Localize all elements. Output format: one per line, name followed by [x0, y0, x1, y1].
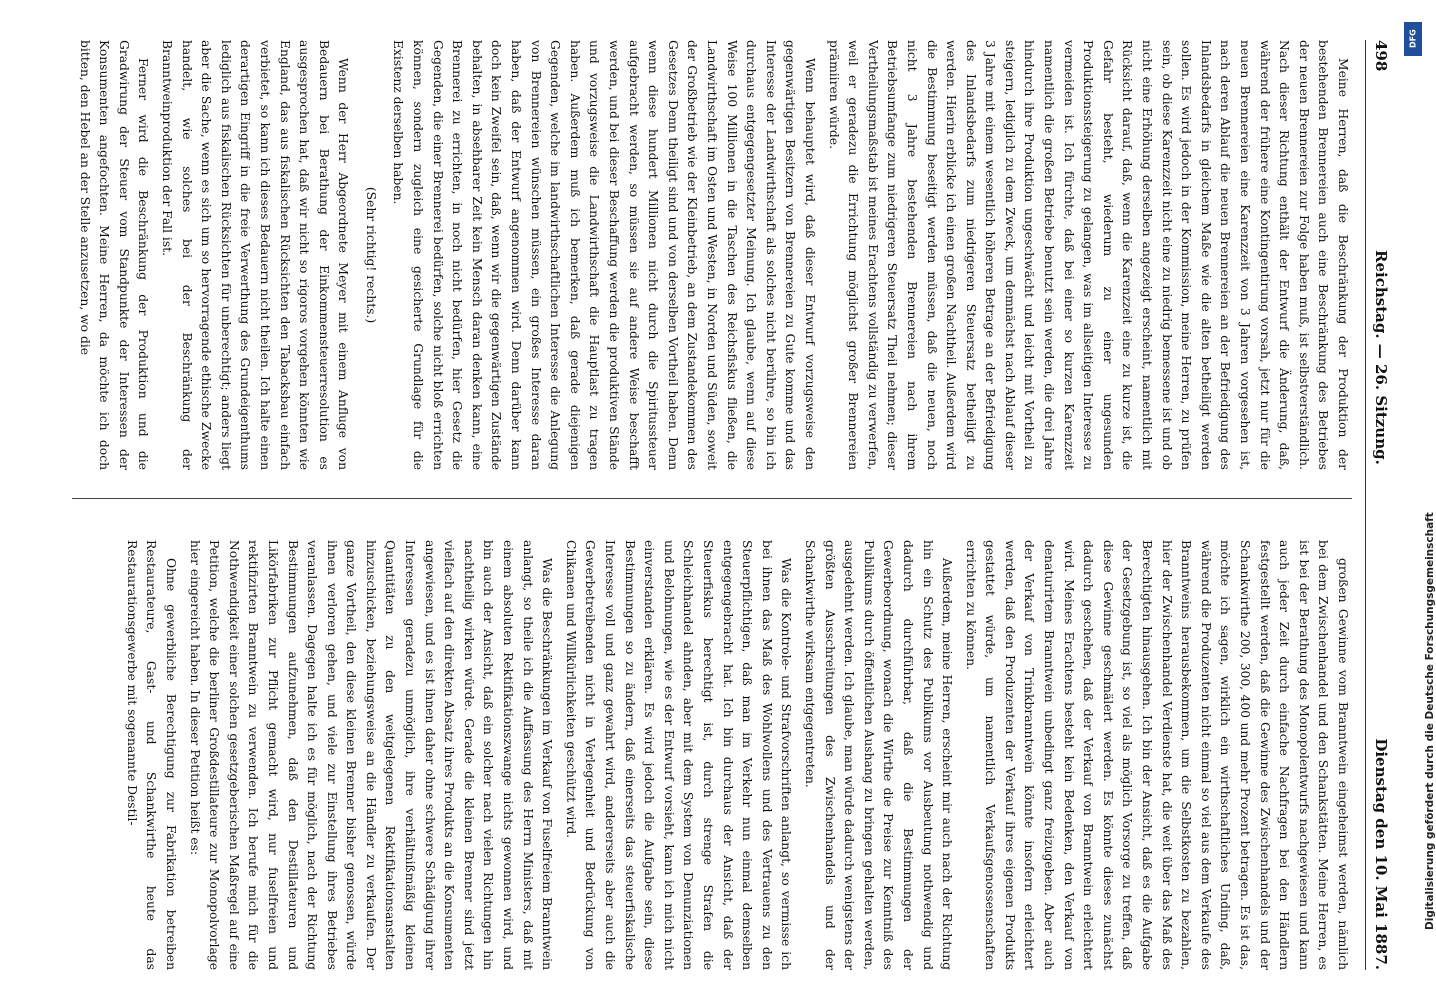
- dfg-logo: DFG: [1404, 22, 1422, 56]
- paragraph: Was die Kontrole- und Strafvorschriften anlangt, so vermisse ich bei ihnen das Maß des Wohlwollens und des Vertrauens zu den Steuerpflichtigen, daß man im Verkehr nun einmal demselben entgegengebracht hat. Ich bin durchaus der Ansicht, daß der Steuerfiskus berechtigt ist, durch strenge Strafen die Schleichhandel ahnden, aber mit dem System von Denunziationen und Belohnungen, wie es der Entwurf vorsieht, kann ich mich nicht einverstanden erklären. Es wird jedoch die Aufgabe sein, diese Bestimmungen so zu ändern, daß einerseits das steuerfiskalische Interesse voll und ganz gewahrt wird, andererseits aber auch die Gewerbetreibenden nicht in Verlegenheit und Bedrückung von Chikanen und Willkürlichkeiten geschützt wird.: [563, 540, 794, 970]
- page-number: 498: [1372, 40, 1390, 72]
- interjection: (Sehr richtig! rechts.): [363, 186, 378, 324]
- paragraph: Ferner wird die Beschränkung der Produktion und die Gradwirung der Steuer vom Standpunkte der Interessen der Konsumenten angefochten. Meine Herren, da möchte ich doch bitten, den Hebel an der Stelle anzusetzen, wo die: [77, 40, 151, 470]
- session-title: Reichstag. — 26. Sitzung.: [1372, 250, 1390, 465]
- paragraph: Wenn behauptet wird, daß dieser Entwurf vorzugsweise den gegenwärtigen Besitzern von Brennereien zu Gute komme und das Interesse der Landwirthschaft als solches nicht berühre, so bin ich durchaus entgegengesetzter Meinung. Ich glaube, wenn auf diese Weise 100 Millionen in die Taschen des Reichsfiskus fließen, die Landwirthschaft im Osten und Westen, in Norden und Süden, soweit der Großbetrieb wie der Kleinbetrieb, an dem Zustandekommen des Gesetzes Denn theiligt sind und von derselben Vortheil haben. Denn wenn diese hundert Millionen nicht durch die Spiritussteuer aufgebracht werden, so müssen sie auf andere Weise beschafft werden, und bei dieser Beschaffung werden die produktiven Stände und vorzugsweise die Landwirthschaft die Hauptlast zu tragen haben. Außerdem muß ich bemerken, daß gerade diejenigen Gegenden, welche im landwirthschaftlichen Interesse die Anlegung von Brennereien wünschen müssen, ein großes Interesse daran haben, daß der Entwurf angenommen wird. Denn darüber kann doch kein Zweifel sein, daß, wenn wir die gegenwärtigen Zustände behalten, in absehbarer Zeit kein Mensch daran denken kann, eine Brennerei zu errichten, in noch nicht bedürfen, hier Gesetz die Gegenden, die einer Brennerei bedürfen, solche nicht bloß errichten können, sondern zugleich eine gesicherte Grundlage für die Existenz derselben haben.: [391, 40, 817, 470]
- left-column: [72, 40, 1352, 470]
- column-divider: [72, 498, 1352, 499]
- paragraph: Außerdem, meine Herren, erscheint mir auch nach der Richtung hin ein Schutz des Publikums vor Ausbeutung nothwendig und dadurch durchführbar, daß die Bestimmungen der Gewerbeordnung, wonach die Wirthe die Preise zur Kenntniß des Publikums durch öffentlichen Aushang zu bringen gehalten werden, ausgedehnt werden. Ich glaube, man würde dadurch wenigstens der größten Ausschreitungen des Zwischenhandels und der Schankwirthe wirksam entgegentreten.: [802, 540, 955, 970]
- rotated-text-region: [56, 40, 1396, 970]
- paragraph: Was die Beschränkungen im Verkauf von Fuselfreiem Branntwein anlangt, so theile ich die Auffassung des Herrn Ministers, daß mit einem absoluten Rektifikationszwange nichts gewonnen wird, und bin auch der Ansicht, daß ein solcher nach vielen Richtungen hin nachtheilig wirken würde. Gerade die kleinen Brenner sind jetzt vielfach auf den direkten Absatz ihres Produkts an die Konsumenten angewiesen, und es ist ihnen daher ohne schwere Schädigung ihrer Interessen geradezu unmöglich, ihre verhältnißmäßig kleinen Quantitäten zu den weitgelegenen Rektifikationsanstalten hinzuschicken, beziehungsweise an die Händler zu verkaufen. Der ganze Vortheil, den diese kleinen Brenner bisher genossen, würde ihnen verloren gehen, und viele zur Einstellung ihres Betriebes veranlassen. Dagegen halte ich es für möglich, nach der Richtung Bestimmungen aufzunehmen, daß den Destillateuren und Likörfabriken zur Pflicht gemacht wird, nur fuselfreien und rektifizirten Branntwein zu verwenden. Ich berufe mich für die Nothwendigkeit einer solchen gesetzgeberischen Maßregel auf eine Petition, welche die berliner Großdestillateure zur Monopolvorlage hier eingereicht haben. In dieser Petition heißt es:: [187, 540, 555, 970]
- page-header: [1365, 40, 1396, 970]
- paragraph: Meine Herren, daß die Beschränkung der Produktion der bestehenden Brennereien auch eine Beschränkung des Betriebes der neuen Brennereien zur Folge haben muß, ist selbstverständlich. Nach dieser Richtung enthält der Entwurf die Änderung, daß, während der frühere eine Kontingentirung vorsah, jetzt nur für die neuen Brennereien eine Karenzzeit von 3 Jahren vorgesehen ist, nach deren Ablauf die neuen Brennereien an der Befriedigung des Inlandsbedarfs in gleichem Maße wie die alten betheiligt werden sollen. Es wird jedoch in der Kommission, meine Herren, zu prüfen sein, ob diese Karenzzeit nicht eine zu niedrig bemessene ist und ob nicht eine Erhöhung derselben angezeigt erscheint, namentlich mit Rücksicht darauf, daß, wenn die Karenzzeit eine zu kurze ist, die Gefahr besteht, wiederum zu einer ungesunden Produktionssteigerung zu gelangen, was im allseitigen Interesse zu vermeiden ist. Ich fürchte, daß bei einer so kurzen Karenzzeit namentlich die großen Betriebe benutzt sein werden, die drei Jahre hindurch ihre Produktion ungeschwächt und leicht mit Vortheil zu steigern, lediglich zu dem Zweck, um demnächst nach Ablauf dieser 3 Jahre mit einem wesentlich höheren Betrage an der Befriedigung des Inlandsbedarfs zum niedrigeren Steuersatz betheiligt zu werden. Hierin erblicke ich einen großen Nachtheil. Außerdem wird die Bestimmung beseitigt werden müssen, daß die neuen, noch nicht 3 Jahre bestehenden Brennereien nach ihrem Betriebsumfange zum niedrigeren Steuersatz Theil nehmen; dieser Vertheilungsmaßstab ist meines Erachtens vollständig zu verwerfen, weil er geradezu die Errichtung möglichst großer Brennereien prämiiren würde.: [826, 40, 1350, 470]
- paragraph: Wenn der Herr Abgeordnete Meyer mit einem Anfluge von Bedauern bei Berathung der Einkommensteuerresolution es ausgesprochen hat, daß wir nicht so rigoros vorgehen könnten wie England, das aus fiskalischen Rücksichten den Tabacksbau einfach verbietet, so kann ich dieses Bedauern nicht theilen. Ich halte einen derartigen Eingriff in die freie Verwerthung des Grundeigenthums lediglich aus fiskalischen Rücksichten für unberechtigt; anders liegt aber die Sache, wenn es sich um so hervorragende ethische Zwecke handelt, wie solches bei der Beschränkung der Branntweinproduktion der Fall ist.: [159, 40, 351, 470]
- paragraph: großen Gewinne vom Branntwein eingeheimst werden, nämlich bei dem Zwischenhandel und den Schankstätten. Meine Herren, es ist bei der Berathung des Monopolentwurfs nachgewiesen und kann auch jeder Zeit durch einfache Nachfragen bei den Händlern festgestellt werden, daß die Gewinne des Zwischenhandels und der Schankwirthe 200, 300, 400 und mehr Prozent betragen. Es ist das, möchte ich sagen, wirklich ein wirthschaftliches Unding, daß, während die Produzenten nicht einmal so viel aus dem Verkaufe des Branntweins herausbekommen, um die Selbstkosten zu bezahlen, hier der Zwischenhandel Verdienste hat, die weit über das Maß des Berechtigten hinausgehen. Ich bin der Ansicht, daß es die Aufgabe der Gesetzgebung ist, so viel als möglich Vorsorge zu treffen, daß diese Gewinne geschmälert werden. Es könnte dieses zunächst dadurch geschehen, daß der Verkauf von Branntwein erleichtert wird. Meines Erachtens besteht kein Bedenken, den Verkauf von denaturirtem Branntwein unbedingt ganz freizugeben. Aber auch der Verkauf von Trinkbranntwein könnte insofern erleichtert werden, daß den Produzenten der Verkauf ihres eigenen Produkts gestattet würde, um namentlich Verkaufsgenossenschaften errichten zu können.: [963, 540, 1350, 970]
- paragraph: Ohne gewerbliche Berechtigung zur Fabrikation betreiben Restaurateure, Gast- und Schankwirthe heute das Restaurationsgewerbe mit sogenannte Destil-: [124, 540, 178, 970]
- right-column: [72, 540, 1352, 970]
- session-date: Dienstag den 10. Mai 1887.: [1372, 738, 1390, 970]
- digitization-note: Digitalisierung gefördert durch die Deutsche Forschungsgemeinschaft: [1424, 512, 1436, 930]
